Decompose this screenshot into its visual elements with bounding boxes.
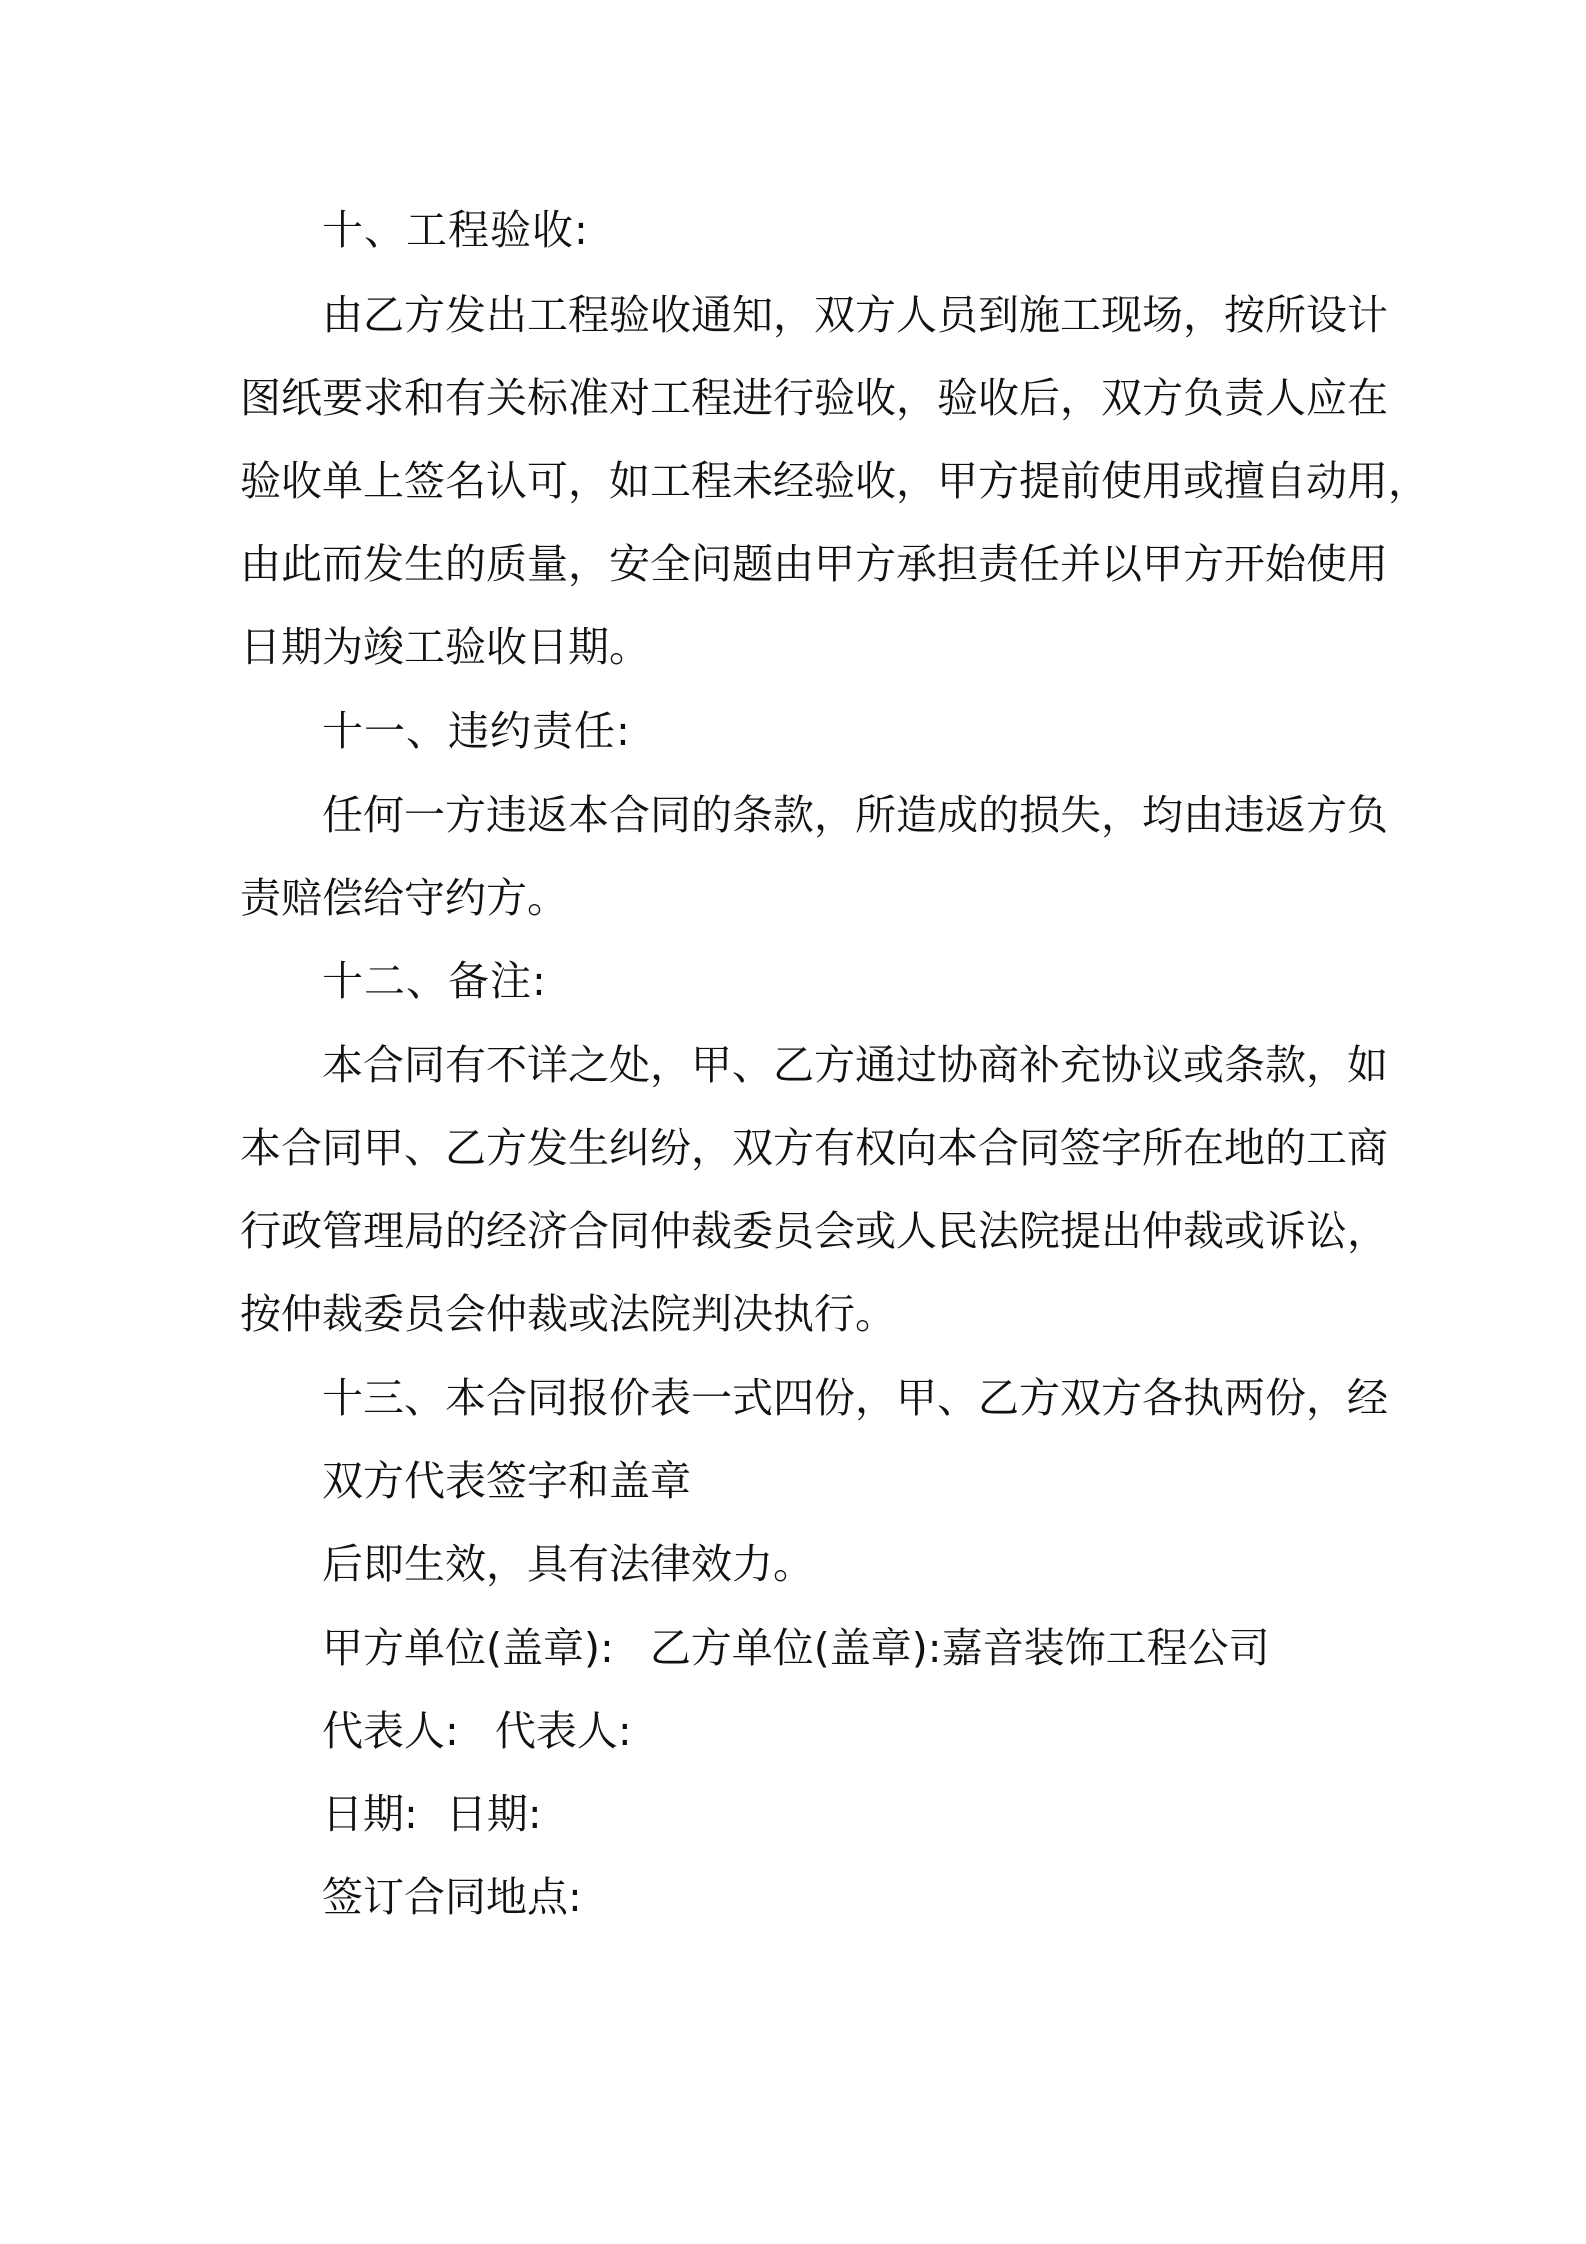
paragraph-line: 任何一方违返本合同的条款，所造成的损失，均由违返方负 bbox=[322, 791, 1388, 839]
paragraph-line: 由乙方发出工程验收通知，双方人员到施工现场，按所设计 bbox=[322, 291, 1388, 339]
paragraph-line: 本合同甲、乙方发生纠纷，双方有权向本合同签字所在地的工商 bbox=[240, 1124, 1388, 1172]
paragraph-line: 本合同有不详之处，甲、乙方通过协商补充协议或条款，如 bbox=[322, 1041, 1388, 1089]
section-heading-liability: 十一、违约责任: bbox=[322, 707, 631, 755]
paragraph-line: 验收单上签名认可，如工程未经验收，甲方提前使用或擅自动用， bbox=[240, 457, 1429, 505]
paragraph-line: 十三、本合同报价表一式四份，甲、乙方双方各执两份，经 bbox=[322, 1374, 1388, 1422]
paragraph-line: 后即生效，具有法律效力。 bbox=[322, 1540, 814, 1588]
paragraph-line: 按仲裁委员会仲裁或法院判决执行。 bbox=[240, 1290, 896, 1338]
signing-place-label: 签订合同地点: bbox=[322, 1873, 582, 1921]
paragraph-line: 由此而发生的质量，安全问题由甲方承担责任并以甲方开始使用 bbox=[240, 540, 1388, 588]
paragraph-line: 双方代表签字和盖章 bbox=[322, 1457, 691, 1505]
paragraph-line: 责赔偿给守约方。 bbox=[240, 874, 568, 922]
party-a-representative-label: 代表人: bbox=[322, 1707, 459, 1755]
signature-units-row bbox=[322, 1624, 1442, 1672]
section-heading-remarks: 十二、备注: bbox=[322, 957, 547, 1005]
party-b-unit-label: 乙方单位(盖章):嘉音装饰工程公司 bbox=[649, 1624, 1270, 1672]
party-a-unit-label: 甲方单位(盖章): bbox=[322, 1624, 614, 1672]
party-a-date-label: 日期: bbox=[322, 1790, 418, 1838]
signature-dates-row bbox=[322, 1790, 1442, 1838]
paragraph-line: 图纸要求和有关标准对工程进行验收，验收后，双方负责人应在 bbox=[240, 374, 1388, 422]
paragraph-line: 行政管理局的经济合同仲裁委员会或人民法院提出仲裁或诉讼， bbox=[240, 1207, 1388, 1255]
signature-representatives-row bbox=[322, 1707, 1442, 1755]
party-b-representative-label: 代表人: bbox=[494, 1707, 632, 1755]
paragraph-line: 日期为竣工验收日期。 bbox=[240, 623, 650, 671]
section-heading-acceptance: 十、工程验收: bbox=[322, 206, 589, 254]
party-b-date-label: 日期: bbox=[445, 1790, 542, 1838]
